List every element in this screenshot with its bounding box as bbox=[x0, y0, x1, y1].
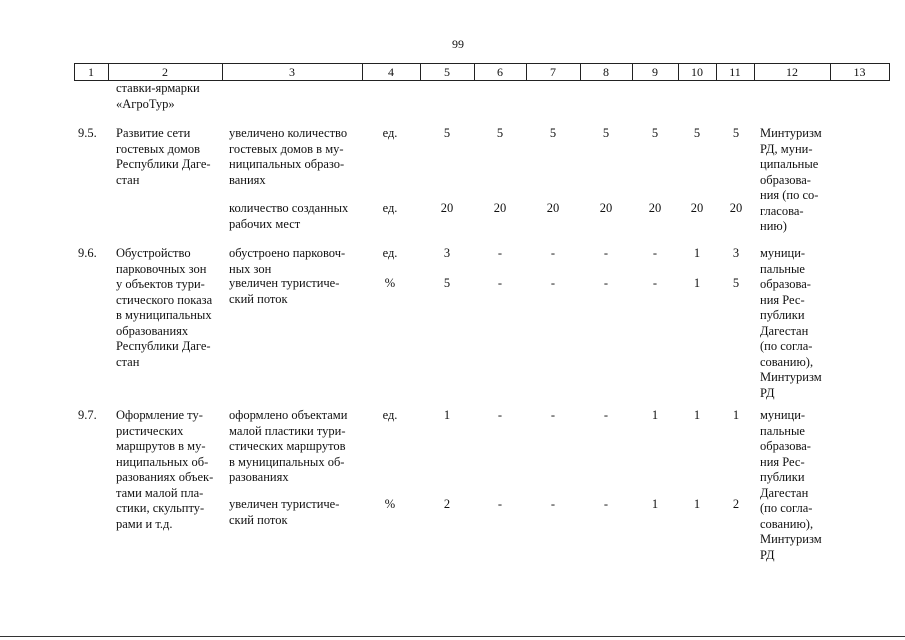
value: 2 bbox=[443, 497, 451, 511]
header-cell: 11 bbox=[729, 65, 741, 79]
row-number: 9.5. bbox=[78, 126, 97, 140]
unit: ед. bbox=[382, 126, 398, 140]
value: 1 bbox=[651, 408, 659, 422]
unit: ед. bbox=[382, 246, 398, 260]
measure-name: Развитие сети гостевых домов Республики Даге- стан bbox=[116, 126, 211, 187]
value: - bbox=[497, 497, 503, 511]
value: 3 bbox=[732, 246, 740, 260]
prev-row-name: ставки-ярмарки «АгроТур» bbox=[116, 81, 200, 111]
value: 20 bbox=[493, 201, 507, 215]
value: 3 bbox=[443, 246, 451, 260]
row-number: 9.6. bbox=[78, 246, 97, 260]
value: - bbox=[603, 276, 609, 290]
value: 1 bbox=[693, 246, 701, 260]
value: - bbox=[497, 408, 503, 422]
row-number: 9.7. bbox=[78, 408, 97, 422]
responsible: муници- пальные образова- ния Рес- публики Дагестан (по согла- сованию), Минтуризм РД bbox=[760, 246, 822, 400]
indicator-text: увеличено количество гостевых домов в му- ниципальных образо- ваниях bbox=[229, 126, 348, 187]
value: - bbox=[652, 246, 658, 260]
value: - bbox=[550, 497, 556, 511]
value: - bbox=[603, 497, 609, 511]
value: - bbox=[603, 246, 609, 260]
value: 5 bbox=[443, 126, 451, 140]
header-cell: 3 bbox=[289, 65, 295, 79]
header-cell: 7 bbox=[550, 65, 556, 79]
indicator-text: оформлено объектами малой пластики тури- стических маршрутов в муниципальных об- разованиях bbox=[229, 408, 348, 484]
unit: % bbox=[384, 276, 396, 290]
header-cell: 6 bbox=[497, 65, 503, 79]
header-cell: 10 bbox=[691, 65, 703, 79]
header-cell: 13 bbox=[853, 65, 866, 79]
responsible: Минтуризм РД, муни- ципальные образова- ния (по со- гласова- нию) bbox=[760, 126, 822, 233]
value: - bbox=[550, 276, 556, 290]
value: 5 bbox=[732, 276, 740, 290]
indicator-text: обустроено парковоч- ных зон bbox=[229, 246, 346, 276]
page-edge-line bbox=[0, 636, 905, 637]
value: 1 bbox=[693, 408, 701, 422]
value: - bbox=[550, 246, 556, 260]
header-cell: 1 bbox=[88, 65, 94, 79]
header-cell: 5 bbox=[444, 65, 450, 79]
header-cell: 8 bbox=[603, 65, 609, 79]
value: 5 bbox=[496, 126, 504, 140]
header-cell: 9 bbox=[652, 65, 658, 79]
value: 2 bbox=[732, 497, 740, 511]
value: 1 bbox=[443, 408, 451, 422]
indicator-text: количество созданных рабочих мест bbox=[229, 201, 349, 231]
value: 1 bbox=[693, 276, 701, 290]
value: 20 bbox=[729, 201, 743, 215]
value: - bbox=[550, 408, 556, 422]
value: 5 bbox=[693, 126, 701, 140]
value: 5 bbox=[602, 126, 610, 140]
value: - bbox=[603, 408, 609, 422]
header-cell: 2 bbox=[162, 65, 168, 79]
value: 1 bbox=[693, 497, 701, 511]
measure-name: Обустройство парковочных зон у объектов тури- стического показа в муниципальных образованиях Республики Даге- стан bbox=[116, 246, 213, 369]
header-cell: 4 bbox=[388, 65, 394, 79]
page-number: 99 bbox=[452, 37, 464, 51]
value: 5 bbox=[732, 126, 740, 140]
unit: % bbox=[384, 497, 396, 511]
indicator-text: увеличен туристиче- ский поток bbox=[229, 497, 340, 527]
value: 20 bbox=[648, 201, 662, 215]
value: 5 bbox=[443, 276, 451, 290]
value: - bbox=[652, 276, 658, 290]
value: - bbox=[497, 276, 503, 290]
indicator-text: увеличен туристиче- ский поток bbox=[229, 276, 340, 306]
value: 5 bbox=[549, 126, 557, 140]
value: 20 bbox=[440, 201, 454, 215]
value: 20 bbox=[690, 201, 704, 215]
value: 1 bbox=[651, 497, 659, 511]
header-cell: 12 bbox=[786, 65, 798, 79]
unit: ед. bbox=[382, 201, 398, 215]
responsible: муници- пальные образова- ния Рес- публики Дагестан (по согла- сованию), Минтуризм РД bbox=[760, 408, 822, 562]
col-divider bbox=[889, 64, 890, 80]
measure-name: Оформление ту- ристических маршрутов в му- ниципальных об- разованиях объек- тами малой пла- стики, скульпту- рами и т.д. bbox=[116, 408, 214, 531]
table-header bbox=[74, 63, 890, 81]
value: 20 bbox=[546, 201, 560, 215]
value: - bbox=[497, 246, 503, 260]
value: 5 bbox=[651, 126, 659, 140]
value: 1 bbox=[732, 408, 740, 422]
value: 20 bbox=[599, 201, 613, 215]
unit: ед. bbox=[382, 408, 398, 422]
